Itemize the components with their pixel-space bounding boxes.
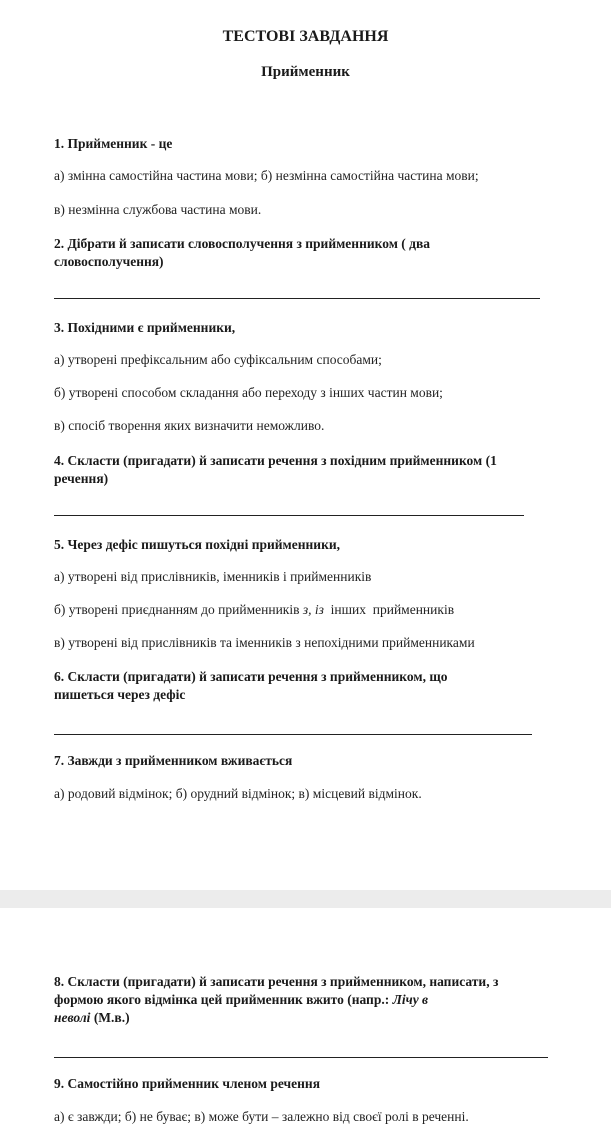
question-8-line1: 8. Скласти (пригадати) й записати речення з прийменником, написати, з <box>54 974 499 989</box>
question-8-line3 <box>54 1009 130 1027</box>
question-7: 7. Завжди з прийменником вживається <box>54 753 293 768</box>
page-2 <box>0 908 611 1142</box>
question-1: 1. Прийменник - це <box>54 136 173 151</box>
answer-1-c: в) незмінна службова частина мови. <box>54 202 262 217</box>
answer-1-ab: а) змінна самостійна частина мови; б) незмінна самостійна частина мови; <box>54 168 479 183</box>
question-4-line1: 4. Скласти (пригадати) й записати речення з похідним прийменником (1 <box>54 453 497 468</box>
page-separator <box>0 890 611 908</box>
answer-3-c: в) спосіб творення яких визначити неможливо. <box>54 418 325 433</box>
answer-5-b-italic: з, із <box>302 602 324 617</box>
answer-5-b <box>54 602 454 618</box>
answer-5-b-post: інших прийменників <box>323 602 455 617</box>
question-5: 5. Через дефіс пишуться похідні прийменники, <box>54 537 341 552</box>
answer-line-2[interactable] <box>54 298 540 299</box>
document-subtitle: Прийменник <box>261 64 350 80</box>
answer-line-4[interactable] <box>54 515 524 516</box>
question-8-line2-italic: Лічу в <box>392 992 429 1007</box>
document-title: ТЕСТОВІ ЗАВДАННЯ <box>222 28 389 45</box>
question-6-line1: 6. Скласти (пригадати) й записати речення з прийменником, що <box>54 669 448 684</box>
answer-5-a: а) утворені від прислівників, іменників і прийменників <box>54 569 372 584</box>
question-2-line2: словосполучення) <box>54 254 164 269</box>
answer-9: а) є завжди; б) не буває; в) може бути – залежно від своєї ролі в реченні. <box>54 1109 469 1124</box>
question-8-line2-pre: формою якого відмінка цей прийменник вжито (напр.: <box>54 992 393 1007</box>
question-8-line2 <box>54 991 428 1009</box>
answer-line-6[interactable] <box>54 734 532 735</box>
answer-3-a: а) утворені префіксальним або суфіксальним способами; <box>54 352 382 367</box>
question-8-line3-italic: неволі <box>54 1010 91 1025</box>
answer-3-b: б) утворені способом складання або переходу з інших частин мови; <box>54 385 443 400</box>
question-9: 9. Самостійно прийменник членом речення <box>54 1076 320 1091</box>
question-8-line3-post: (М.в.) <box>90 1010 130 1025</box>
question-4-line2: речення) <box>54 471 109 486</box>
question-6-line2: пишеться через дефіс <box>54 687 186 702</box>
answer-5-b-pre: б) утворені приєднанням до прийменників <box>54 602 303 617</box>
question-3: 3. Похідними є прийменники, <box>54 320 236 335</box>
answer-5-c: в) утворені від прислівників та іменників з непохідними прийменниками <box>54 635 475 650</box>
question-2-line1: 2. Дібрати й записати словосполучення з прийменником ( два <box>54 236 431 251</box>
answer-line-8[interactable] <box>54 1057 548 1058</box>
answer-7: а) родовий відмінок; б) орудний відмінок; в) місцевий відмінок. <box>54 786 422 801</box>
